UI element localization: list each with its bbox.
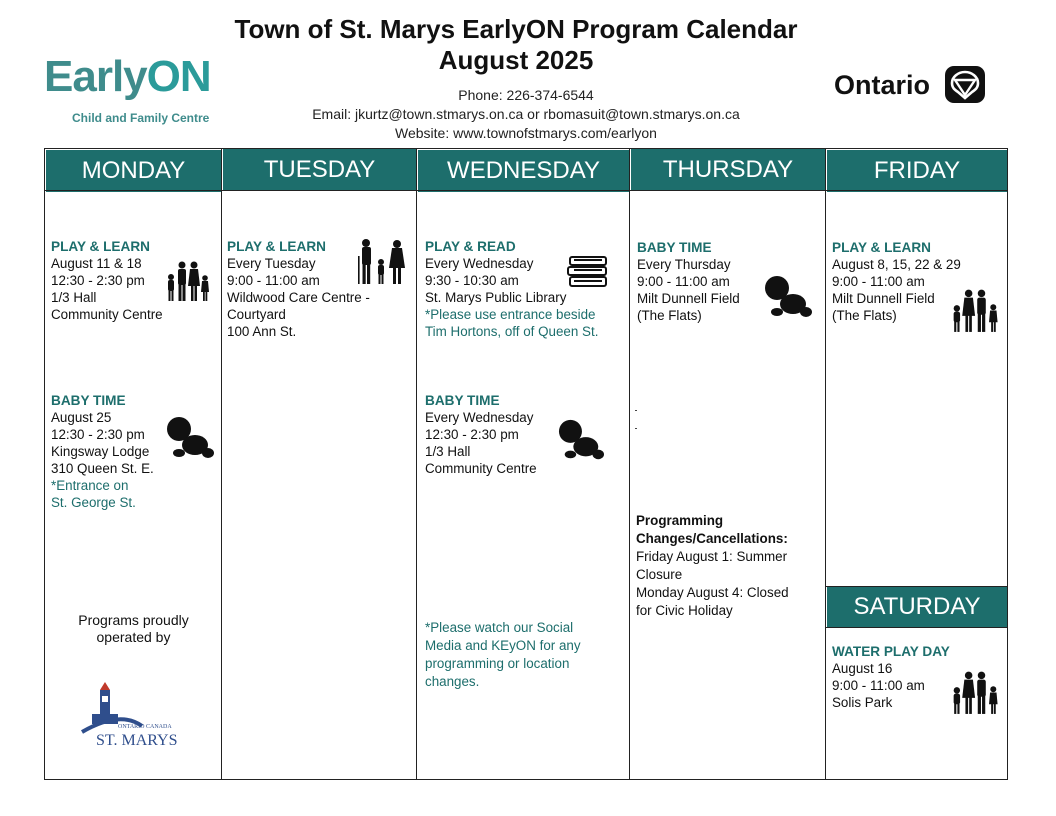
event-address: 100 Ann St. <box>227 324 297 339</box>
header-monday: MONDAY <box>46 150 221 192</box>
books-icon <box>566 255 610 289</box>
baby-icon <box>165 415 215 463</box>
event-time: 9:30 - 10:30 am <box>425 273 519 288</box>
earlyon-logo <box>44 54 211 100</box>
monday-event-baby-time <box>51 392 154 511</box>
event-location: Milt Dunnell Field <box>832 291 935 306</box>
event-note: *Please use entrance beside <box>425 307 596 322</box>
event-title: PLAY & READ <box>425 239 516 254</box>
event-time: 12:30 - 2:30 pm <box>51 273 145 288</box>
col-divider <box>629 148 630 780</box>
note-line: programming or location <box>425 656 570 671</box>
header-thursday: THURSDAY <box>631 149 825 191</box>
page-title: Town of St. Marys EarlyON Program Calendar <box>234 14 798 44</box>
header-wednesday: WEDNESDAY <box>418 150 629 192</box>
event-title: BABY TIME <box>637 240 712 255</box>
event-location: (The Flats) <box>832 308 897 323</box>
email-text[interactable]: Email: jkurtz@town.stmarys.on.ca or rbomasuit@town.stmarys.on.ca <box>312 106 740 122</box>
col-divider <box>416 148 417 780</box>
event-date: Every Wednesday <box>425 410 534 425</box>
friday-event-play-learn <box>832 239 961 324</box>
operated-text: operated by <box>96 629 171 645</box>
tuesday-event-play-learn <box>227 238 370 340</box>
operated-by <box>46 612 221 646</box>
event-title: PLAY & LEARN <box>832 240 931 255</box>
changes-line: Friday August 1: Summer <box>636 549 788 564</box>
note-line: changes. <box>425 674 480 689</box>
event-time: 12:30 - 2:30 pm <box>51 427 145 442</box>
event-location: 1/3 Hall <box>425 444 471 459</box>
stmarys-big-text: ST. MARYS <box>96 732 178 749</box>
phone-text: Phone: 226-374-6544 <box>458 87 594 103</box>
wednesday-event-play-read <box>425 238 598 340</box>
saturday-event-water-play <box>832 643 950 711</box>
event-date: Every Wednesday <box>425 256 534 271</box>
family-icon <box>948 288 1000 333</box>
event-note: *Entrance on <box>51 478 129 493</box>
event-date: Every Thursday <box>637 257 731 272</box>
event-location: 1/3 Hall <box>51 290 97 305</box>
event-note: St. George St. <box>51 495 136 510</box>
ontario-logo-text: Ontario <box>834 70 931 100</box>
event-title: BABY TIME <box>51 393 126 408</box>
changes-title: Programming <box>636 513 724 528</box>
thursday-event-baby-time <box>637 239 740 324</box>
event-location: Wildwood Care Centre - <box>227 290 370 305</box>
event-date: August 8, 15, 22 & 29 <box>832 257 961 272</box>
event-location: Kingsway Lodge <box>51 444 150 459</box>
logo-on-text: ON <box>146 52 211 101</box>
header-saturday: SATURDAY <box>827 587 1007 627</box>
changes-line: Closure <box>636 567 683 582</box>
event-time: 9:00 - 11:00 am <box>227 273 320 288</box>
event-time: 12:30 - 2:30 pm <box>425 427 519 442</box>
col-divider <box>221 148 222 780</box>
baby-icon <box>557 418 605 464</box>
event-date: August 16 <box>832 661 893 676</box>
family-icon <box>163 260 211 302</box>
st-marys-logo <box>80 680 190 755</box>
event-title: PLAY & LEARN <box>227 239 326 254</box>
event-location: Milt Dunnell Field <box>637 291 740 306</box>
changes-line: Monday August 4: Closed <box>636 585 789 600</box>
saturday-header-divider <box>826 627 1008 628</box>
changes-title: Changes/Cancellations: <box>636 531 788 546</box>
wednesday-event-baby-time <box>425 392 537 477</box>
family-walking-icon <box>355 238 409 286</box>
event-location: St. Marys Public Library <box>425 290 567 305</box>
event-location: (The Flats) <box>637 308 702 323</box>
stray-dot <box>635 428 637 429</box>
trillium-icon <box>945 66 985 103</box>
event-location: Solis Park <box>832 695 893 710</box>
header-divider <box>44 190 1008 191</box>
note-line: Media and KEyON for any <box>425 638 581 653</box>
event-title: WATER PLAY DAY <box>832 644 950 659</box>
changes-line: for Civic Holiday <box>636 603 733 618</box>
event-title: BABY TIME <box>425 393 500 408</box>
event-time: 9:00 - 11:00 am <box>832 274 925 289</box>
event-date: Every Tuesday <box>227 256 316 271</box>
event-location: Community Centre <box>51 307 163 322</box>
logo-early-text: Early <box>44 52 147 101</box>
family-icon <box>948 670 1000 715</box>
event-title: PLAY & LEARN <box>51 239 150 254</box>
event-note: Tim Hortons, off of Queen St. <box>425 324 599 339</box>
social-media-note <box>425 619 581 691</box>
event-location: 310 Queen St. E. <box>51 461 154 476</box>
event-location: Courtyard <box>227 307 286 322</box>
event-date: August 25 <box>51 410 112 425</box>
page-subtitle: August 2025 <box>438 45 594 75</box>
monday-event-play-learn <box>51 238 163 323</box>
event-time: 9:00 - 11:00 am <box>832 678 925 693</box>
event-date: August 11 & 18 <box>51 256 142 271</box>
col-divider <box>825 148 826 780</box>
note-line: *Please watch our Social <box>425 620 574 635</box>
stmarys-small-text: ONTARIO CANADA <box>118 724 172 730</box>
header-friday: FRIDAY <box>827 150 1007 192</box>
baby-icon <box>763 274 813 322</box>
programming-changes <box>636 512 789 620</box>
logo-subtitle: Child and Family Centre <box>72 111 210 125</box>
header-tuesday: TUESDAY <box>223 149 416 191</box>
operated-text: Programs proudly <box>78 612 189 628</box>
event-location: Community Centre <box>425 461 537 476</box>
website-text[interactable]: Website: www.townofstmarys.com/earlyon <box>395 125 657 141</box>
stray-dot <box>635 410 637 411</box>
event-time: 9:00 - 11:00 am <box>637 274 730 289</box>
